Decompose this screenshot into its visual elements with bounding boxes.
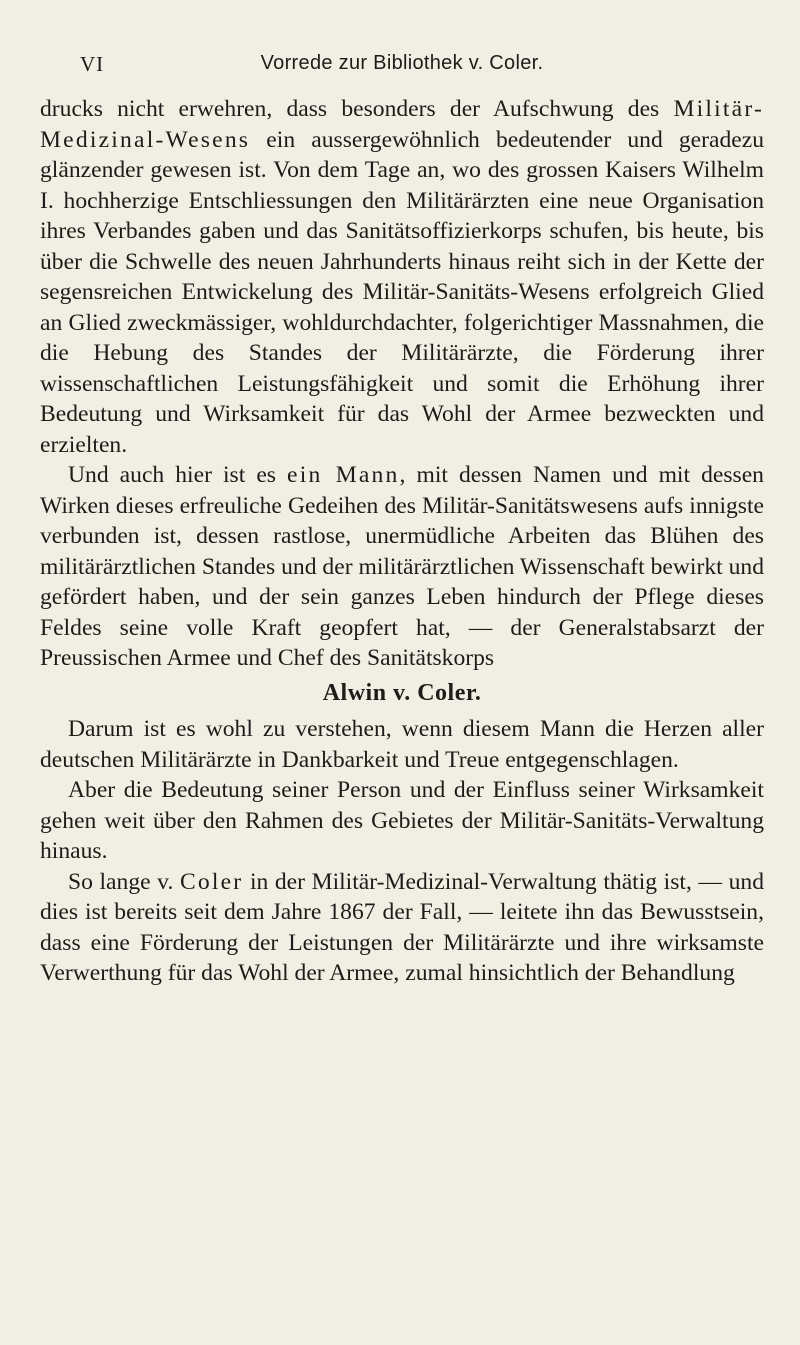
paragraph: So lange v. Coler in der Militär-Medizinal-Verwaltung thätig ist, — und dies ist bereits seit dem Jahre 1867 der Fall, — leitete ihn das Bewusstsein, dass eine Förderung der Leistungen der Militärärzte und ihre wirksamste Verwerthung für das Wohl der Armee, zumal hinsichtlich der Behandlung [40,868,765,986]
emphasis-spaced: Coler [179,868,244,895]
paragraph: Darum ist es wohl zu verstehen, wenn diesem Mann die Herzen aller deutschen Militärärzte in Dankbarkeit und Treue entgegenschlagen. [40,716,764,773]
paragraph: Und auch hier ist es ein Mann, mit dessen Namen und mit dessen Wirken dieses erfreuliche Gedeihen des Militär-Sanitätswesens aufs innigste verbunden ist, dessen rastlose, unermüdliche Arbeiten das Blühen des militärärztlichen Standes und der militärärztlichen Wissenschaft bewirkt und gefördert haben, und der sein ganzes Leben hindurch der Pflege dieses Feldes seine volle Kraft geopfert hat, — der Generalstabsarzt der Preussischen Armee und Chef des Sanitätskorps [40,462,764,671]
running-head: Vorrede zur Bibliothek v. Coler. [260,52,544,74]
page-number: VI [80,52,105,76]
paragraph: drucks nicht erwehren, dass besonders der Aufschwung des Militär-Medizinal-Wesens ein aussergewöhnlich bedeutender und geradezu glänzender gewesen ist. Von dem Tage an, wo des grossen Kaisers Wilhelm I. hochherzige Entschliessungen den Militärärzten eine neue Organisation ihres Verbandes gaben und das Sanitätsoffizierkorps schufen, bis heute, bis über die Schwelle des neuen Jahrhunderts hinaus reiht sich in der Kette der segensreichen Entwickelung des Militär-Sanitäts-Wesens erfolgreich Glied an Glied zweckmässiger, wohldurchdachter, folgerichtiger Massnahmen, die die Hebung des Standes der Militärärzte, die Förderung ihrer wissenschaftlichen Leistungsfähigkeit und somit die Erhöhung ihrer Bedeutung und Wirksamkeit für das Wohl der Armee bezweckten und erzielten. [40,96,764,458]
page-header [40,52,764,86]
emphasis-spaced: Militär-Medizinal-Wesens [40,96,764,153]
emphasis-spaced: ein Mann [287,462,400,488]
paragraph: Aber die Bedeutung seiner Person und der Einfluss seiner Wirksamkeit gehen weit über den Rahmen des Gebietes der Militär-Sanitäts-Verwaltung hinaus. [40,777,764,864]
body-text [40,94,764,989]
person-name-heading: Alwin v. Coler. [322,679,482,706]
